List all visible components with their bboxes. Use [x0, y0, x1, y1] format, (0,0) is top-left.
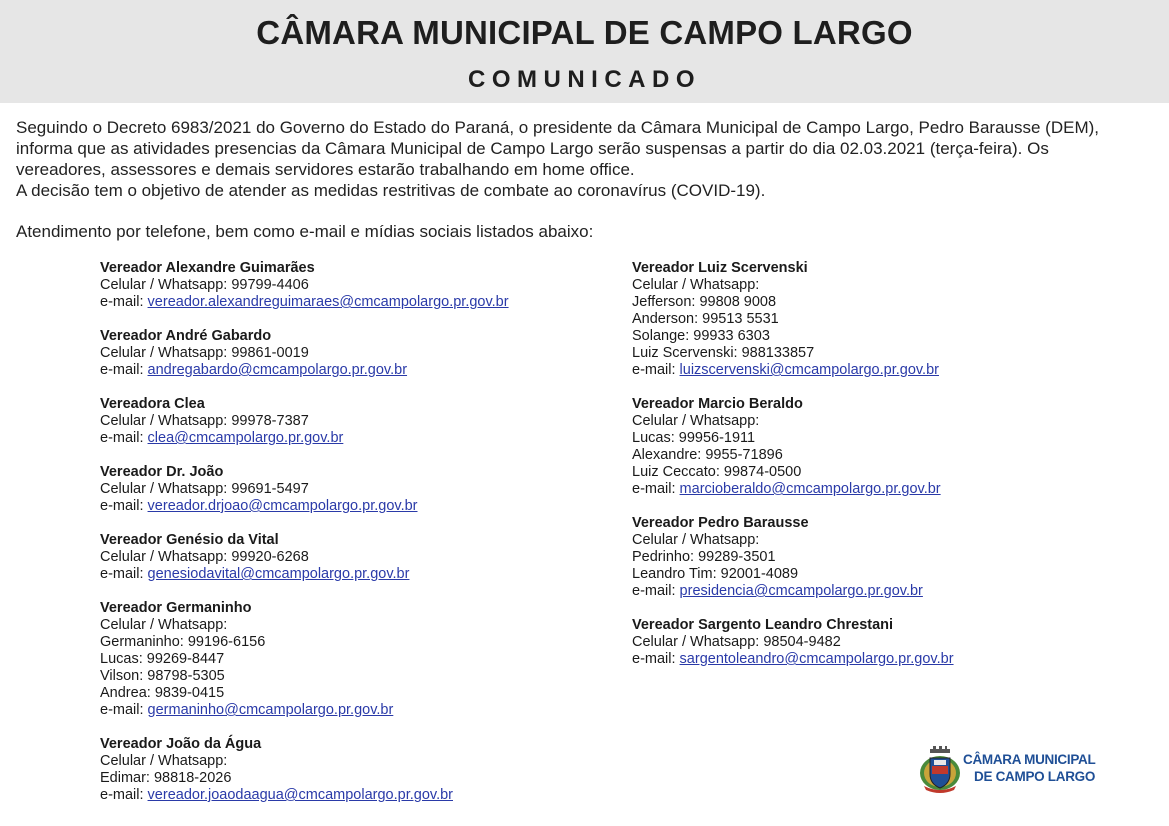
- contact-entry: [100, 464, 509, 515]
- phone-line: Luiz Scervenski: 988133857: [632, 345, 815, 361]
- email-link[interactable]: vereador.joaodaagua@cmcampolargo.pr.gov.br: [147, 787, 453, 803]
- phone-line: Lucas: 99956-1911: [632, 430, 756, 446]
- email-label: e-mail:: [632, 481, 680, 497]
- email-line: [100, 787, 509, 804]
- email-link[interactable]: presidencia@cmcampolargo.pr.gov.br: [679, 583, 923, 599]
- phone-line: Lucas: 99269-8447: [100, 651, 225, 667]
- phone-line: Celular / Whatsapp:: [632, 532, 760, 548]
- phone-line: Jefferson: 99808 9008: [632, 294, 777, 310]
- councilor-name: Vereador Germaninho: [100, 600, 252, 616]
- logo-text-line-2: DE CAMPO LARGO: [974, 769, 1096, 784]
- email-label: e-mail:: [100, 498, 148, 514]
- phone-line: Anderson: 99513 5531: [632, 311, 779, 327]
- phone-line: Leandro Tim: 92001-4089: [632, 566, 799, 582]
- councilor-name: Vereador Dr. João: [100, 464, 224, 480]
- contact-entry: [632, 515, 954, 600]
- email-line: [100, 362, 509, 379]
- camara-logo: [918, 744, 1096, 794]
- phone-line: Andrea: 9839-0415: [100, 685, 225, 701]
- email-label: e-mail:: [632, 651, 680, 667]
- email-line: [632, 362, 954, 379]
- contact-entry: [100, 600, 509, 719]
- atendimento-text: Atendimento por telefone, bem como e-mail e mídias sociais listados abaixo:: [16, 222, 594, 241]
- intro-paragraph-2: A decisão tem o objetivo de atender as medidas restritivas de combate ao coronavírus (COVID-19).: [16, 181, 766, 200]
- phone-line: Celular / Whatsapp:: [100, 617, 228, 633]
- email-link[interactable]: sargentoleandro@cmcampolargo.pr.gov.br: [679, 651, 954, 667]
- email-label: e-mail:: [632, 362, 680, 378]
- councilor-name: Vereador Pedro Barausse: [632, 515, 809, 531]
- email-line: [100, 566, 509, 583]
- phone-line: Celular / Whatsapp: 98504-9482: [632, 634, 841, 650]
- contact-entry: [100, 260, 509, 311]
- councilor-name: Vereador João da Água: [100, 736, 262, 752]
- email-link[interactable]: luizscervenski@cmcampolargo.pr.gov.br: [679, 362, 939, 378]
- page-header: [0, 0, 1169, 103]
- logo-text-line-1: CÂMARA MUNICIPAL: [963, 752, 1096, 767]
- councilor-name: Vereadora Clea: [100, 396, 205, 412]
- contact-entry: [632, 617, 954, 668]
- email-label: e-mail:: [100, 702, 148, 718]
- contact-entry: [100, 328, 509, 379]
- phone-line: Edimar: 98818-2026: [100, 770, 232, 786]
- phone-line: Pedrinho: 99289-3501: [632, 549, 776, 565]
- councilor-name: Vereador Marcio Beraldo: [632, 396, 803, 412]
- contact-entry: [632, 396, 954, 498]
- page-title: CÂMARA MUNICIPAL DE CAMPO LARGO: [256, 14, 913, 51]
- contacts-left-column: [100, 260, 509, 821]
- councilor-name: Vereador Alexandre Guimarães: [100, 260, 315, 276]
- email-line: [632, 481, 954, 498]
- phone-line: Celular / Whatsapp: 99920-6268: [100, 549, 309, 565]
- intro-text: [16, 117, 1101, 201]
- email-line: [632, 651, 954, 668]
- email-line: [632, 583, 954, 600]
- email-label: e-mail:: [632, 583, 680, 599]
- email-link[interactable]: andregabardo@cmcampolargo.pr.gov.br: [147, 362, 408, 378]
- email-line: [100, 430, 509, 447]
- email-label: e-mail:: [100, 566, 148, 582]
- phone-line: Celular / Whatsapp: 99691-5497: [100, 481, 309, 497]
- email-link[interactable]: germaninho@cmcampolargo.pr.gov.br: [147, 702, 394, 718]
- email-label: e-mail:: [100, 294, 148, 310]
- email-link[interactable]: marcioberaldo@cmcampolargo.pr.gov.br: [679, 481, 941, 497]
- councilor-name: Vereador André Gabardo: [100, 328, 272, 344]
- phone-line: Celular / Whatsapp:: [632, 413, 760, 429]
- phone-line: Germaninho: 99196-6156: [100, 634, 266, 650]
- contact-entry: [100, 532, 509, 583]
- email-link[interactable]: vereador.alexandreguimaraes@cmcampolargo.pr.gov.br: [147, 294, 509, 310]
- phone-line: Celular / Whatsapp:: [100, 753, 228, 769]
- email-link[interactable]: clea@cmcampolargo.pr.gov.br: [147, 430, 344, 446]
- email-link[interactable]: genesiodavital@cmcampolargo.pr.gov.br: [147, 566, 410, 582]
- phone-line: Celular / Whatsapp: 99861-0019: [100, 345, 309, 361]
- email-line: [100, 498, 509, 515]
- contact-entry: [100, 736, 509, 804]
- intro-paragraph-1: Seguindo o Decreto 6983/2021 do Governo do Estado do Paraná, o presidente da Câmara Municipal de Campo Largo, Pedro Barausse (DEM), informa que as atividades presencias da Câmara Municipal de Campo Largo serão suspensas a partir do dia 02.03.2021 (terça-feira). Os vereadores, assessores e demais servidores estarão trabalhando em home office.: [16, 118, 1099, 179]
- email-link[interactable]: vereador.drjoao@cmcampolargo.pr.gov.br: [147, 498, 418, 514]
- contact-entry: [100, 396, 509, 447]
- municipal-coat-of-arms-icon: [918, 744, 962, 794]
- phone-line: Alexandre: 9955-71896: [632, 447, 783, 463]
- phone-line: Celular / Whatsapp: 99799-4406: [100, 277, 309, 293]
- phone-line: Celular / Whatsapp: 99978-7387: [100, 413, 309, 429]
- contact-entry: [632, 260, 954, 379]
- councilor-name: Vereador Sargento Leandro Chrestani: [632, 617, 894, 633]
- councilor-name: Vereador Luiz Scervenski: [632, 260, 808, 276]
- email-label: e-mail:: [100, 362, 148, 378]
- phone-line: Solange: 99933 6303: [632, 328, 770, 344]
- email-line: [100, 294, 509, 311]
- councilor-name: Vereador Genésio da Vital: [100, 532, 279, 548]
- phone-line: Vilson: 98798-5305: [100, 668, 225, 684]
- page-subtitle: COMUNICADO: [468, 66, 701, 93]
- email-line: [100, 702, 509, 719]
- phone-line: Luiz Ceccato: 99874-0500: [632, 464, 802, 480]
- phone-line: Celular / Whatsapp:: [632, 277, 760, 293]
- contacts-right-column: [632, 260, 954, 685]
- email-label: e-mail:: [100, 787, 148, 803]
- email-label: e-mail:: [100, 430, 148, 446]
